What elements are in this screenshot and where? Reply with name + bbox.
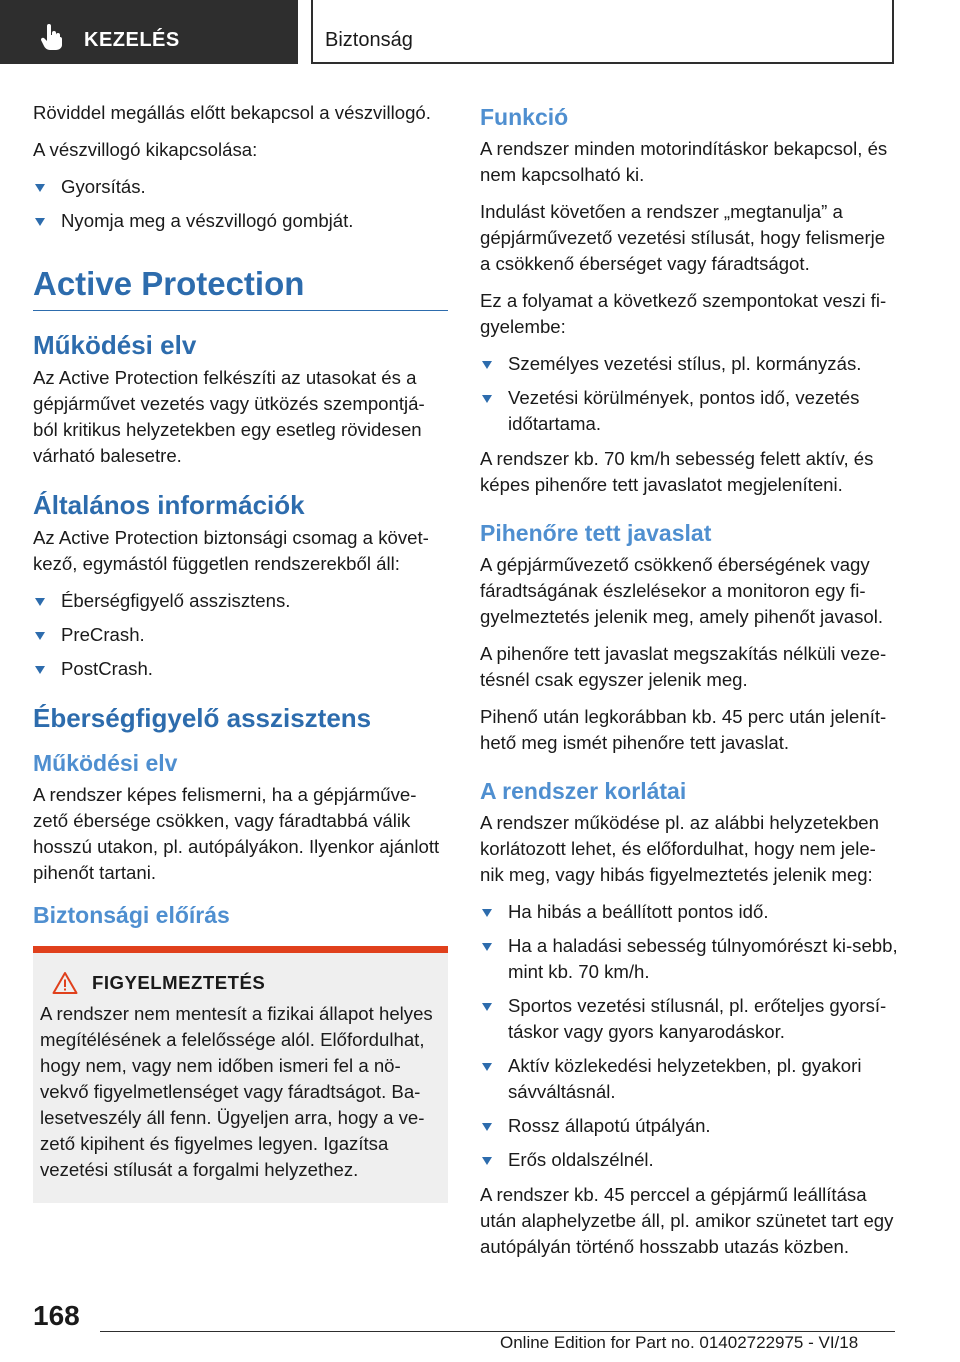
paragraph: A rendszer működése pl. az alábbi helyzetekben korlátozott lehet, és előfordulhat, hogy nem jele-nik meg, vagy hibás figyelmeztetés jelenik meg:	[480, 812, 879, 885]
heading-eberseg: Éberségfigyelő asszisztens	[33, 703, 372, 733]
heading-altalanos: Általános információk	[33, 490, 305, 520]
heading-mukodesi-elv: Működési elv	[33, 330, 197, 360]
subheading-biztonsagi: Biztonsági előírás	[33, 902, 230, 928]
list-item: Erős oldalszélnél.	[480, 1147, 898, 1173]
warning-title: FIGYELMEZTETÉS	[92, 972, 266, 993]
bullet-triangle-icon	[482, 909, 492, 917]
paragraph: A rendszer kb. 70 km/h sebesség felett aktív, és képes pihenőre tett javaslatot megjeleníteni.	[480, 448, 874, 495]
list-item: Gyorsítás.	[33, 174, 448, 200]
bullet-triangle-icon	[482, 1157, 492, 1165]
bullet-triangle-icon	[482, 361, 492, 369]
chapter-title: Biztonság	[325, 29, 413, 51]
paragraph: Indulást követően a rendszer „megtanulja” a gépjárművezető vezetési stílusát, hogy felismerje a csökkenő éberséget vagy fáradtságot.	[480, 201, 886, 274]
bullet-triangle-icon	[482, 943, 492, 951]
list-item: Vezetési körülmények, pontos idő, vezetés időtartama.	[480, 385, 898, 437]
list-item: Ha hibás a beállított pontos idő.	[480, 899, 898, 925]
bullet-triangle-icon	[482, 1063, 492, 1071]
bullet-triangle-icon	[35, 598, 45, 606]
warning-triangle-icon	[52, 971, 78, 995]
list-item: Éberségfigyelő asszisztens.	[33, 588, 448, 614]
bullet-triangle-icon	[35, 184, 45, 192]
subheading-pihenore: Pihenőre tett javaslat	[480, 520, 712, 546]
bullet-triangle-icon	[35, 218, 45, 226]
page-number: 168	[33, 1300, 80, 1331]
list-item: Aktív közlekedési helyzetekben, pl. gyakori sávváltásnál.	[480, 1053, 898, 1105]
section-tab-label: KEZELÉS	[84, 29, 180, 51]
list-item: Nyomja meg a vészvillogó gombját.	[33, 208, 448, 234]
list-item: PostCrash.	[33, 656, 448, 682]
paragraph: A gépjárművezető csökkenő éberségének vagy fáradtságának észlelésekor a monitoron egy fi-gyelmeztetés jelenik meg, amely pihenőt javasol.	[480, 554, 884, 627]
paragraph: Pihenő után legkorábban kb. 45 perc után jelenít-hető meg ismét pihenőre tett javaslat.	[480, 706, 887, 753]
paragraph: A pihenőre tett javaslat megszakítás nélküli veze-tésnél csak egyszer jelenik meg.	[480, 643, 887, 690]
systems-list	[33, 588, 448, 682]
paragraph: A rendszer minden motorindításkor bekapcsol, és nem kapcsolható ki.	[480, 138, 888, 185]
subheading-funkcio: Funkció	[480, 104, 569, 130]
edition-text: Online Edition for Part no. 01402722975 - VI/18	[500, 1333, 859, 1352]
right-column	[480, 100, 898, 1271]
bullet-triangle-icon	[482, 395, 492, 403]
paragraph: A rendszer képes felismerni, ha a gépjárműve-zető ébersége csökken, vagy fáradtabbá válik hosszú utakon, pl. autópályákon. Ilyenkor ajánlott pihenőt tartani.	[33, 784, 440, 883]
bullet-triangle-icon	[35, 632, 45, 640]
warning-header	[40, 971, 440, 995]
list-item: Személyes vezetési stílus, pl. kormányzás.	[480, 351, 898, 377]
section-tab	[0, 0, 298, 64]
warning-box	[33, 946, 448, 1203]
intro-paragraph: Röviddel megállás előtt bekapcsol a vészvillogó.	[33, 102, 431, 123]
limitations-list	[480, 899, 898, 1173]
list-item: Rossz állapotú útpályán.	[480, 1113, 898, 1139]
chapter-header	[311, 0, 894, 64]
paragraph: Az Active Protection felkészíti az utasokat és a gépjárművet vezetés vagy ütközés szempontjá-ból kritikus helyzetekben egy esetleg rövidesen várható balesetre.	[33, 367, 425, 466]
factors-list	[480, 351, 898, 437]
list-item: Ha a haladási sebesség túlnyomórészt ki-sebb, mint kb. 70 km/h.	[480, 933, 898, 985]
bullet-triangle-icon	[482, 1123, 492, 1131]
paragraph: A rendszer kb. 45 perccel a gépjármű leállítása után alaphelyzetbe áll, pl. amikor szünetet tart egy autópályán történő hosszabb utazás közben.	[480, 1184, 894, 1257]
intro-paragraph: A vészvillogó kikapcsolása:	[33, 139, 258, 160]
bullet-triangle-icon	[35, 666, 45, 674]
intro-list	[33, 174, 448, 234]
list-item: Sportos vezetési stílusnál, pl. erőteljes gyorsí-táskor vagy gyors kanyarodáskor.	[480, 993, 898, 1045]
left-column	[33, 100, 448, 1203]
paragraph: Ez a folyamat a következő szempontokat veszi fi-gyelembe:	[480, 290, 887, 337]
subheading-korlatai: A rendszer korlátai	[480, 778, 687, 804]
footer-divider	[100, 1331, 895, 1332]
list-item: PreCrash.	[33, 622, 448, 648]
hand-pointer-icon	[40, 24, 64, 50]
warning-text: A rendszer nem mentesít a fizikai állapot helyes megítélésének a felelőssége alól. Előfordulhat, hogy nem, vagy nem időben ismeri fel a nö-vekvő figyelmetlenséget vagy fáradtságot. Ba-lesetveszély áll fenn. Ügyeljen arra, hogy a ve-zető kipihent és figyelmes legyen. Igazítsa vezetési stílusát a forgalmi helyzethez.	[40, 1003, 433, 1180]
section-title: Active Protection	[33, 264, 448, 311]
subheading-mukodesi-elv: Működési elv	[33, 750, 178, 776]
paragraph: Az Active Protection biztonsági csomag a követ-kező, egymástól független rendszerekből áll:	[33, 527, 429, 574]
bullet-triangle-icon	[482, 1003, 492, 1011]
